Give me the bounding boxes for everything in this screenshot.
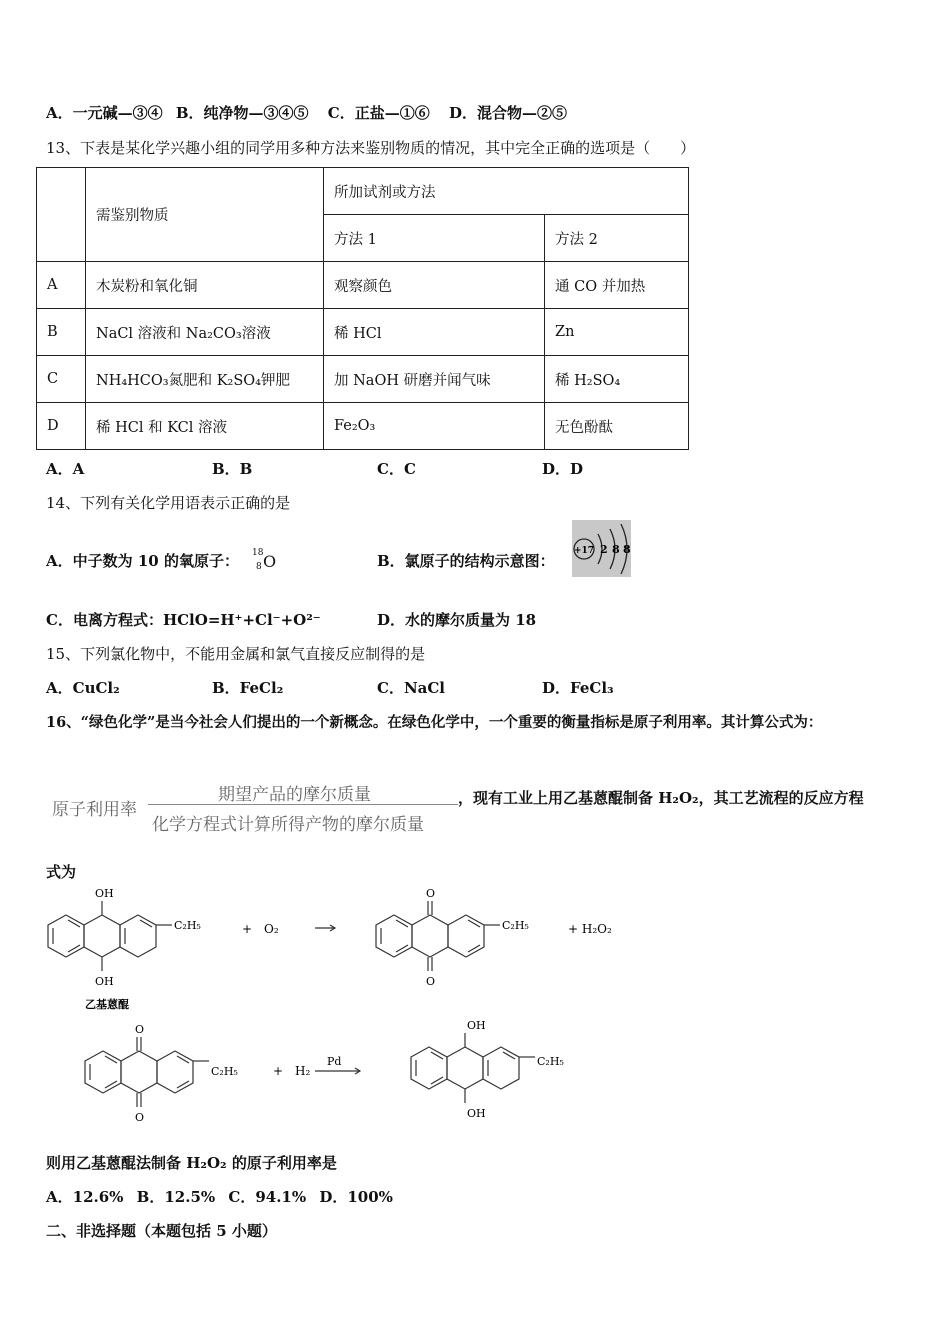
oh-label-top: OH [95,887,114,900]
o-label-top-2: O [135,1023,145,1036]
ethyl-label-2: C₂H₅ [502,919,529,932]
shell-2-count: 8 [612,543,620,556]
table-row [37,309,689,356]
mass-number: 18 [252,548,264,558]
row-method-1: 观察颜色 [324,262,545,309]
o-label-top: O [426,887,436,900]
reaction-1 [40,885,640,1015]
row-substance: 稀 HCl 和 KCl 溶液 [86,403,324,450]
q14-option-c: C．电离方程式：HClO=H⁺+Cl⁻+O²⁻ [46,611,321,629]
ethyl-label-4: C₂H₅ [537,1055,564,1068]
row-label: D [37,403,86,450]
q14-option-d: D．水的摩尔质量为 18 [377,611,537,629]
row-method-2: 无色酚酞 [545,403,689,450]
oxygen-isotope [250,548,280,578]
q13-table [36,167,689,450]
ethylanthrahydroquinone-structure [48,901,172,971]
table-row [37,356,689,403]
plus-o2: + O₂ [242,922,279,936]
nucleus-label: +17 [574,546,595,556]
q12-option-b: B．纯净物—③④⑤ [175,104,309,122]
q14-option-a-text: A．中子数为 10 的氧原子： [46,552,239,570]
row-method-2: 通 CO 并加热 [545,262,689,309]
chlorine-atom-diagram [572,520,631,577]
formula-lhs: 原子利用率 [52,800,137,820]
row-method-1: 加 NaOH 研磨并闻气味 [324,356,545,403]
row-method-2: Zn [545,309,689,356]
q15-option-a: A．CuCl₂ [46,679,120,697]
atom-structure-icon [572,520,631,577]
q13-option-a: A．A [46,460,85,478]
section-heading: 二、非选择题（本题包括 5 小题） [46,1222,277,1240]
ethyl-label: C₂H₅ [174,919,201,932]
shell-1-count: 2 [600,543,608,556]
row-method-1: 稀 HCl [324,309,545,356]
q16-question: 则用乙基蒽醌法制备 H₂O₂ 的原子利用率是 [46,1154,337,1172]
formula-numerator: 期望产品的摩尔质量 [218,785,371,805]
row-method-1: Fe₂O₃ [324,403,545,450]
ethylanthraquinone-structure-2 [85,1037,209,1107]
element-symbol: O [263,552,277,571]
q12-option-a: A．一元碱—③④ [46,104,163,122]
formula-denominator: 化学方程式计算所得产物的摩尔质量 [152,815,424,835]
plus-h2: + H₂ [273,1064,311,1078]
q15-option-b: B．FeCl₂ [212,679,284,697]
ethyl-label-3: C₂H₅ [211,1065,238,1078]
ethylanthraquinone-structure [376,901,500,971]
row-label: A [37,262,86,309]
q16-option-d: D．100% [319,1188,393,1206]
q13-stem: 13、下表是某化学兴趣小组的同学用多种方法来鉴别物质的情况，其中完全正确的选项是（ ） [46,139,696,157]
atomic-number: 8 [256,562,262,572]
q13-option-b: B．B [212,460,253,478]
q14-stem: 14、下列有关化学用语表示正确的是 [46,494,291,512]
q12-option-d: D．混合物—②⑤ [448,104,567,122]
q15-option-d: D．FeCl₃ [542,679,614,697]
row-substance: 木炭粉和氧化铜 [86,262,324,309]
q12-option-c: C．正盐—①⑥ [327,104,430,122]
o-label-bottom: O [426,975,436,988]
header-substance: 需鉴别物质 [86,168,324,262]
q15-option-c: C．NaCl [377,679,446,697]
ethylanthrahydroquinone-structure-2 [411,1033,535,1103]
row-label: C [37,356,86,403]
q14-option-b: B．氯原子的结构示意图： [377,552,555,570]
q13-option-d: D．D [542,460,584,478]
q12-options [46,102,567,123]
header-method: 所加试剂或方法 [324,168,689,215]
row-method-2: 稀 H₂SO₄ [545,356,689,403]
q16-after-formula-2: 式为 [46,863,77,881]
q14-option-a [46,550,239,571]
q16-option-b: B．12.5% [136,1188,216,1206]
q13-option-c: C．C [377,460,416,478]
plus-h2o2: + H₂O₂ [568,922,612,936]
q16-stem: 16、“绿色化学”是当今社会人们提出的一个新概念。在绿色化学中，一个重要的衡量指标是原子利用率。其计算公式为： [46,714,823,731]
compound-name: 乙基蒽醌 [85,998,129,1011]
table-row [37,403,689,450]
atom-utilization-formula [52,780,472,840]
q16-option-a: A．12.6% [46,1188,124,1206]
reaction-2 [75,1015,615,1130]
q16-options [46,1186,393,1207]
oh-label-top-2: OH [467,1019,486,1032]
o-label-bottom-2: O [135,1111,145,1124]
header-method-2: 方法 2 [545,215,689,262]
q16-option-c: C．94.1% [228,1188,307,1206]
table-row [37,262,689,309]
oh-label-bottom: OH [95,975,114,988]
row-label: B [37,309,86,356]
oh-label-bottom-2: OH [467,1107,486,1120]
catalyst-label: Pd [327,1055,342,1068]
row-substance: NH₄HCO₃氮肥和 K₂SO₄钾肥 [86,356,324,403]
shell-3-count: 8 [623,543,631,556]
row-substance: NaCl 溶液和 Na₂CO₃溶液 [86,309,324,356]
q15-stem: 15、下列氯化物中，不能用金属和氯气直接反应制得的是 [46,645,426,663]
header-method-1: 方法 1 [324,215,545,262]
fraction-bar [148,804,458,805]
q16-after-formula: ，现有工业上用乙基蒽醌制备 H₂O₂，其工艺流程的反应方程 [458,789,864,807]
